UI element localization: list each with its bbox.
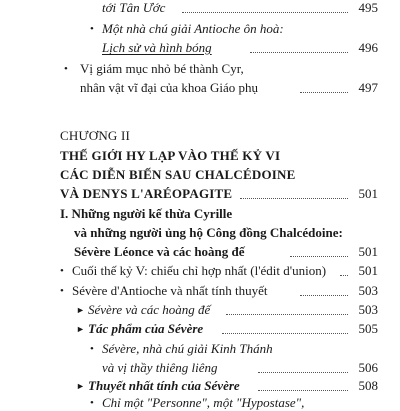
- page-number: 497: [358, 80, 378, 95]
- dot-leader: [182, 12, 348, 13]
- page-number: 501: [358, 186, 378, 201]
- dot-leader: [258, 372, 348, 373]
- bullet-icon: •: [60, 285, 64, 297]
- page-number: 506: [358, 360, 378, 375]
- bullet-icon: •: [90, 397, 94, 409]
- bullet-icon: •: [64, 63, 68, 75]
- page-number: 503: [358, 283, 378, 298]
- entry-text: Chỉ một "Personne", một "Hypostase",: [102, 395, 305, 410]
- chapter-title-line: CÁC DIỄN BIẾN SAU CHALCÉDOINE: [60, 167, 296, 182]
- dot-leader: [258, 390, 348, 391]
- dot-leader: [250, 52, 348, 53]
- dot-leader: [300, 92, 348, 93]
- dot-leader: [290, 256, 348, 257]
- section-line: và những người ủng hộ Công đồng Chalcédoine:: [74, 225, 343, 240]
- entry-text: Vị giám mục nhỏ bé thành Cyr,: [80, 61, 244, 76]
- triangle-bullet-icon: ►: [76, 381, 85, 391]
- entry-text: và vị thầy thiêng liêng: [102, 360, 218, 375]
- page-number: 508: [358, 378, 378, 393]
- entry-text: Lịch sử và hình bóng: [102, 40, 212, 55]
- triangle-bullet-icon: ►: [76, 324, 85, 334]
- chapter-title-line: THẾ GIỚI HY LẠP VÀO THẾ KỶ VI: [60, 148, 281, 163]
- entry-text: tới Tân Ước: [102, 0, 166, 15]
- entry-text: nhân vật vĩ đại của khoa Giáo phụ: [80, 80, 258, 95]
- page-number: 505: [358, 321, 378, 336]
- dot-leader: [340, 275, 348, 276]
- chapter-title-line: VÀ DENYS L'ARÉOPAGITE: [60, 186, 233, 201]
- page-number: 501: [358, 244, 378, 259]
- dot-leader: [240, 198, 348, 199]
- bullet-icon: •: [90, 23, 94, 35]
- entry-text: Một nhà chú giải Antioche ôn hoà:: [102, 21, 284, 36]
- entry-text: Sévère và các hoàng đế: [88, 302, 211, 317]
- dot-leader: [222, 333, 348, 334]
- entry-text: Tác phẩm của Sévère: [88, 321, 204, 336]
- page-number: 495: [358, 0, 378, 15]
- chapter-number: CHƯƠNG II: [60, 128, 131, 143]
- page-number: 496: [358, 40, 378, 55]
- entry-text: Thuyết nhất tính của Sévère: [88, 378, 240, 393]
- entry-text: Sévère d'Antioche và nhất tính thuyết: [72, 283, 268, 298]
- section-line: Sévère Léonce và các hoàng đế: [74, 244, 245, 259]
- dot-leader: [226, 314, 348, 315]
- bullet-icon: •: [90, 343, 94, 355]
- triangle-bullet-icon: ►: [76, 305, 85, 315]
- section-line: I. Những người kế thừa Cyrille: [60, 206, 233, 221]
- entry-text: Sévère, nhà chú giải Kinh Thánh: [102, 341, 273, 356]
- bullet-icon: •: [60, 265, 64, 277]
- page-number: 503: [358, 302, 378, 317]
- dot-leader: [300, 295, 348, 296]
- page-number: 501: [358, 263, 378, 278]
- entry-text: Cuối thế kỷ V: chiếu chỉ hợp nhất (l'édit d'union): [72, 263, 327, 278]
